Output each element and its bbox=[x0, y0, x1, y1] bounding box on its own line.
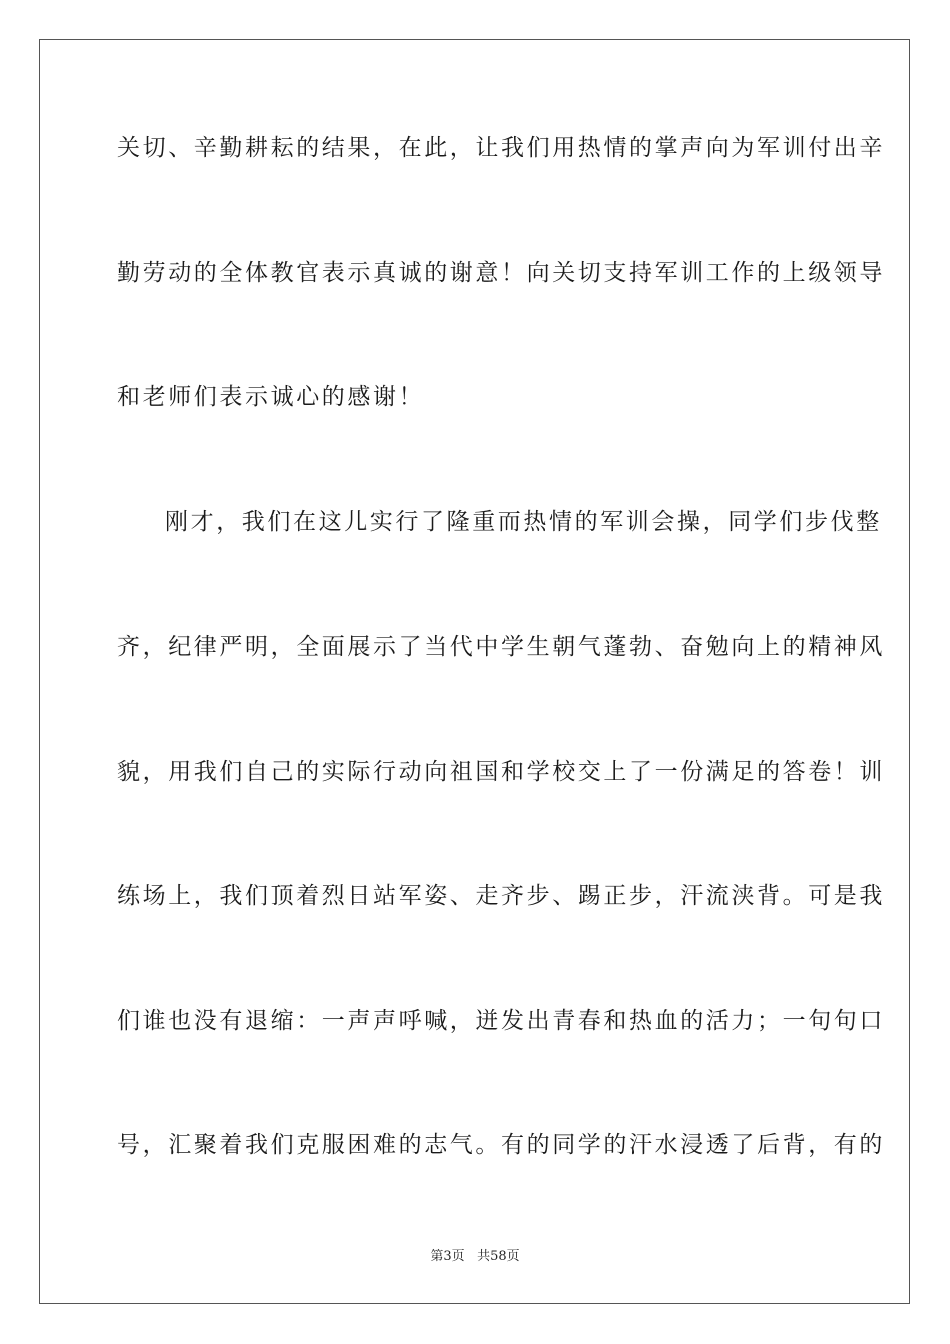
text-line-1: 关切、辛勤耕耘的结果，在此，让我们用热情的掌声向为军训付出辛 bbox=[117, 135, 885, 161]
page-frame bbox=[39, 39, 910, 1304]
text-line-7: 练场上，我们顶着烈日站军姿、走齐步、踢正步，汗流浃背。可是我 bbox=[117, 883, 885, 909]
page-number: 第3页 bbox=[430, 1249, 465, 1264]
text-line-6: 貌，用我们自己的实际行动向祖国和学校交上了一份满足的答卷！训 bbox=[117, 759, 885, 785]
page-total: 共58页 bbox=[477, 1249, 520, 1264]
text-line-2: 勤劳动的全体教官表示真诚的谢意！向关切支持军训工作的上级领导 bbox=[117, 260, 885, 286]
text-line-5: 齐，纪律严明，全面展示了当代中学生朝气蓬勃、奋勉向上的精神风 bbox=[117, 634, 885, 660]
text-line-9: 号，汇聚着我们克服困难的志气。有的同学的汗水浸透了后背，有的 bbox=[117, 1132, 885, 1158]
text-line-4: 刚才，我们在这儿实行了隆重而热情的军训会操，同学们步伐整 bbox=[165, 509, 882, 535]
text-line-3: 和老师们表示诚心的感谢！ bbox=[117, 384, 425, 410]
text-line-8: 们谁也没有退缩：一声声呼喊，迸发出青春和热血的活力；一句句口 bbox=[117, 1008, 885, 1034]
page-footer bbox=[0, 1248, 950, 1266]
